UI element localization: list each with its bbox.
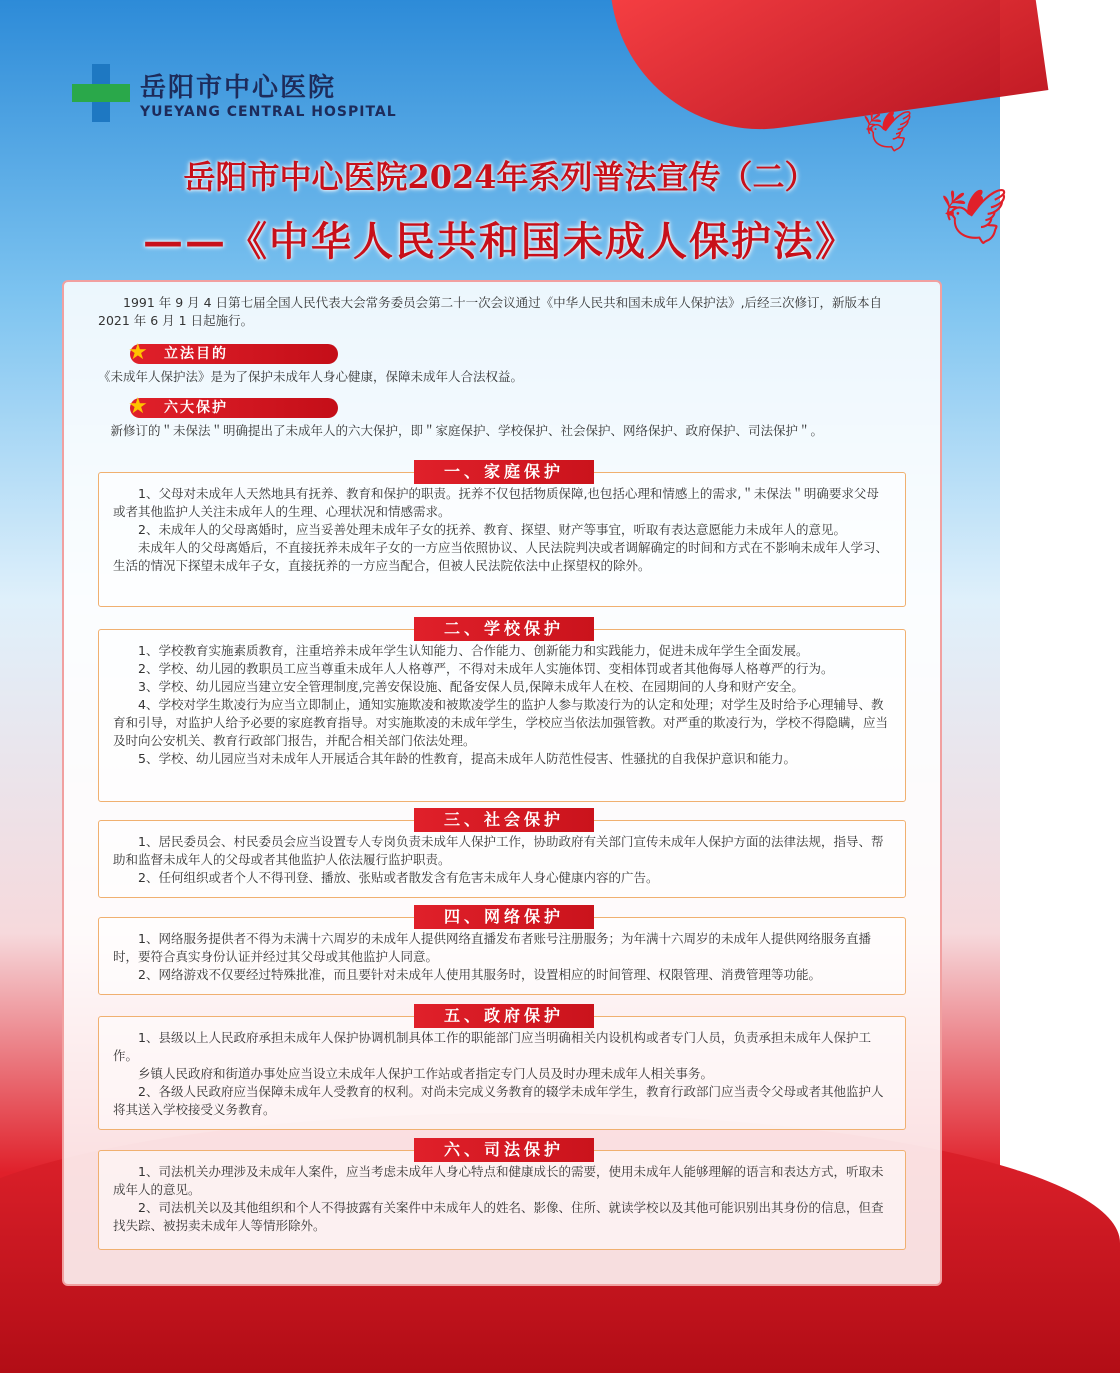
section-paragraph: 1、父母对未成年人天然地具有抚养、教育和保护的职责。抚养不仅包括物质保障,也包括心理和情感上的需求,＂未保法＂明确要求父母或者其他监护人关注未成年人的生理、心理状况和情感需求。 xyxy=(113,486,879,519)
section-paragraph: 1、县级以上人民政府承担未成年人保护协调机制具体工作的职能部门应当明确相关内设机构或者专门人员，负责承担未成年人保护工作。 xyxy=(113,1030,871,1063)
star-icon: ★ xyxy=(128,394,150,419)
six-protections-text: 新修订的＂未保法＂明确提出了未成年人的六大保护，即＂家庭保护、学校保护、社会保护、网络保护、政府保护、司法保护＂。 xyxy=(110,423,824,438)
section-paragraph: 1、学校教育实施素质教育，注重培养未成年学生认知能力、合作能力、创新能力和实践能力，促进未成年学生全面发展。 xyxy=(138,643,809,658)
section-paragraph: 未成年人的父母离婚后，不直接抚养未成年子女的一方应当依照协议、人民法院判决或者调解确定的时间和方式在不影响未成年人学习、生活的情况下探望未成年子女，直接抚养的一方应当配合，但被人民法院依法中止探望权的除外。 xyxy=(113,540,889,573)
section-title: 六、司法保护 xyxy=(414,1138,594,1162)
section-title: 三、社会保护 xyxy=(414,808,594,832)
section-judicial xyxy=(98,1140,906,1250)
section-paragraph: 1、司法机关办理涉及未成年人案件，应当考虑未成年人身心特点和健康成长的需要，使用未成年人能够理解的语言和表达方式，听取未成年人的意见。 xyxy=(113,1164,884,1197)
section-paragraph: 2、网络游戏不仅要经过特殊批准，而且要针对未成年人使用其服务时，设置相应的时间管理、权限管理、消费管理等功能。 xyxy=(138,967,821,982)
section-family xyxy=(98,462,906,607)
purpose-text: 《未成年人保护法》是为了保护未成年人身心健康，保障未成年人合法权益。 xyxy=(98,369,524,384)
section-title: 二、学校保护 xyxy=(414,617,594,641)
logo-english-name: YUEYANG CENTRAL HOSPITAL xyxy=(140,103,397,120)
section-paragraph: 2、未成年人的父母离婚时，应当妥善处理未成年子女的抚养、教育、探望、财产等事宜，听取有表达意愿能力未成年人的意见。 xyxy=(138,522,846,537)
page-subtitle: ——《中华人民共和国未成人保护法》 xyxy=(143,218,857,265)
star-icon: ★ xyxy=(128,340,150,365)
section-paragraph: 1、网络服务提供者不得为未满十六周岁的未成年人提供网络直播发布者账号注册服务；为年满十六周岁的未成年人提供网络服务直播时，要符合真实身份认证并经过其父母或其他监护人同意。 xyxy=(113,931,871,964)
purpose-tag: ★ 立法目的 xyxy=(130,344,338,364)
dove-icon: 🕊 xyxy=(862,109,913,155)
section-paragraph: 2、各级人民政府应当保障未成年人受教育的权利。对尚未完成义务教育的辍学未成年学生，教育行政部门应当责令父母或者其他监护人将其送入学校接受义务教育。 xyxy=(113,1084,884,1117)
section-paragraph: 2、任何组织或者个人不得刊登、播放、张贴或者散发含有危害未成年人身心健康内容的广告。 xyxy=(138,870,659,885)
section-title: 五、政府保护 xyxy=(414,1004,594,1028)
page-title: 岳阳市中心医院2024年系列普法宣传（二） xyxy=(183,158,817,196)
section-paragraph: 2、司法机关以及其他组织和个人不得披露有关案件中未成年人的姓名、影像、住所、就读学校以及其他可能识别出其身份的信息，但查找失踪、被拐卖未成年人等情形除外。 xyxy=(113,1200,884,1233)
six-protections-tag: ★ 六大保护 xyxy=(130,398,338,418)
section-school xyxy=(98,619,906,802)
dove-icon: 🕊 xyxy=(940,185,1009,248)
section-network xyxy=(98,907,906,995)
section-paragraph: 乡镇人民政府和街道办事处应当设立未成年人保护工作站或者指定专门人员及时办理未成年人相关事务。 xyxy=(138,1066,714,1081)
hospital-logo xyxy=(72,64,397,122)
section-title: 四、网络保护 xyxy=(414,905,594,929)
section-title: 一、家庭保护 xyxy=(414,460,594,484)
section-paragraph: 3、学校、幼儿园应当建立安全管理制度,完善安保设施、配备安保人员,保障未成年人在校、在园期间的人身和财产安全。 xyxy=(138,679,804,694)
intro-paragraph: 1991 年 9 月 4 日第七届全国人民代表大会常务委员会第二十一次会议通过《中华人民共和国未成年人保护法》,后经三次修订，新版本自 2021 年 6 月 1 日起施行。 xyxy=(98,295,883,328)
section-paragraph: 1、居民委员会、村民委员会应当设置专人专岗负责未成年人保护工作，协助政府有关部门宣传未成年人保护方面的法律法规，指导、帮助和监督未成年人的父母或者其他监护人依法履行监护职责。 xyxy=(113,834,884,867)
section-government xyxy=(98,1006,906,1130)
section-paragraph: 5、学校、幼儿园应当对未成年人开展适合其年龄的性教育，提高未成年人防范性侵害、性骚扰的自我保护意识和能力。 xyxy=(138,751,796,766)
content-panel xyxy=(62,280,942,1286)
logo-chinese-name: 岳阳市中心医院 xyxy=(140,72,337,103)
section-society xyxy=(98,810,906,898)
hospital-cross-icon xyxy=(72,64,130,122)
section-paragraph: 2、学校、幼儿园的教职员工应当尊重未成年人人格尊严，不得对未成年人实施体罚、变相体罚或者其他侮辱人格尊严的行为。 xyxy=(138,661,834,676)
section-paragraph: 4、学校对学生欺凌行为应当立即制止，通知实施欺凌和被欺凌学生的监护人参与欺凌行为的认定和处理；对学生及时给予心理辅导、教育和引导，对监护人给予必要的家庭教育指导。对实施欺凌的未成年学生，学校应当依法加强管教。对严重的欺凌行为，学校不得隐瞒，应当及时向公安机关、教育行政部门报告，并配合相关部门依法处理。 xyxy=(113,697,889,748)
